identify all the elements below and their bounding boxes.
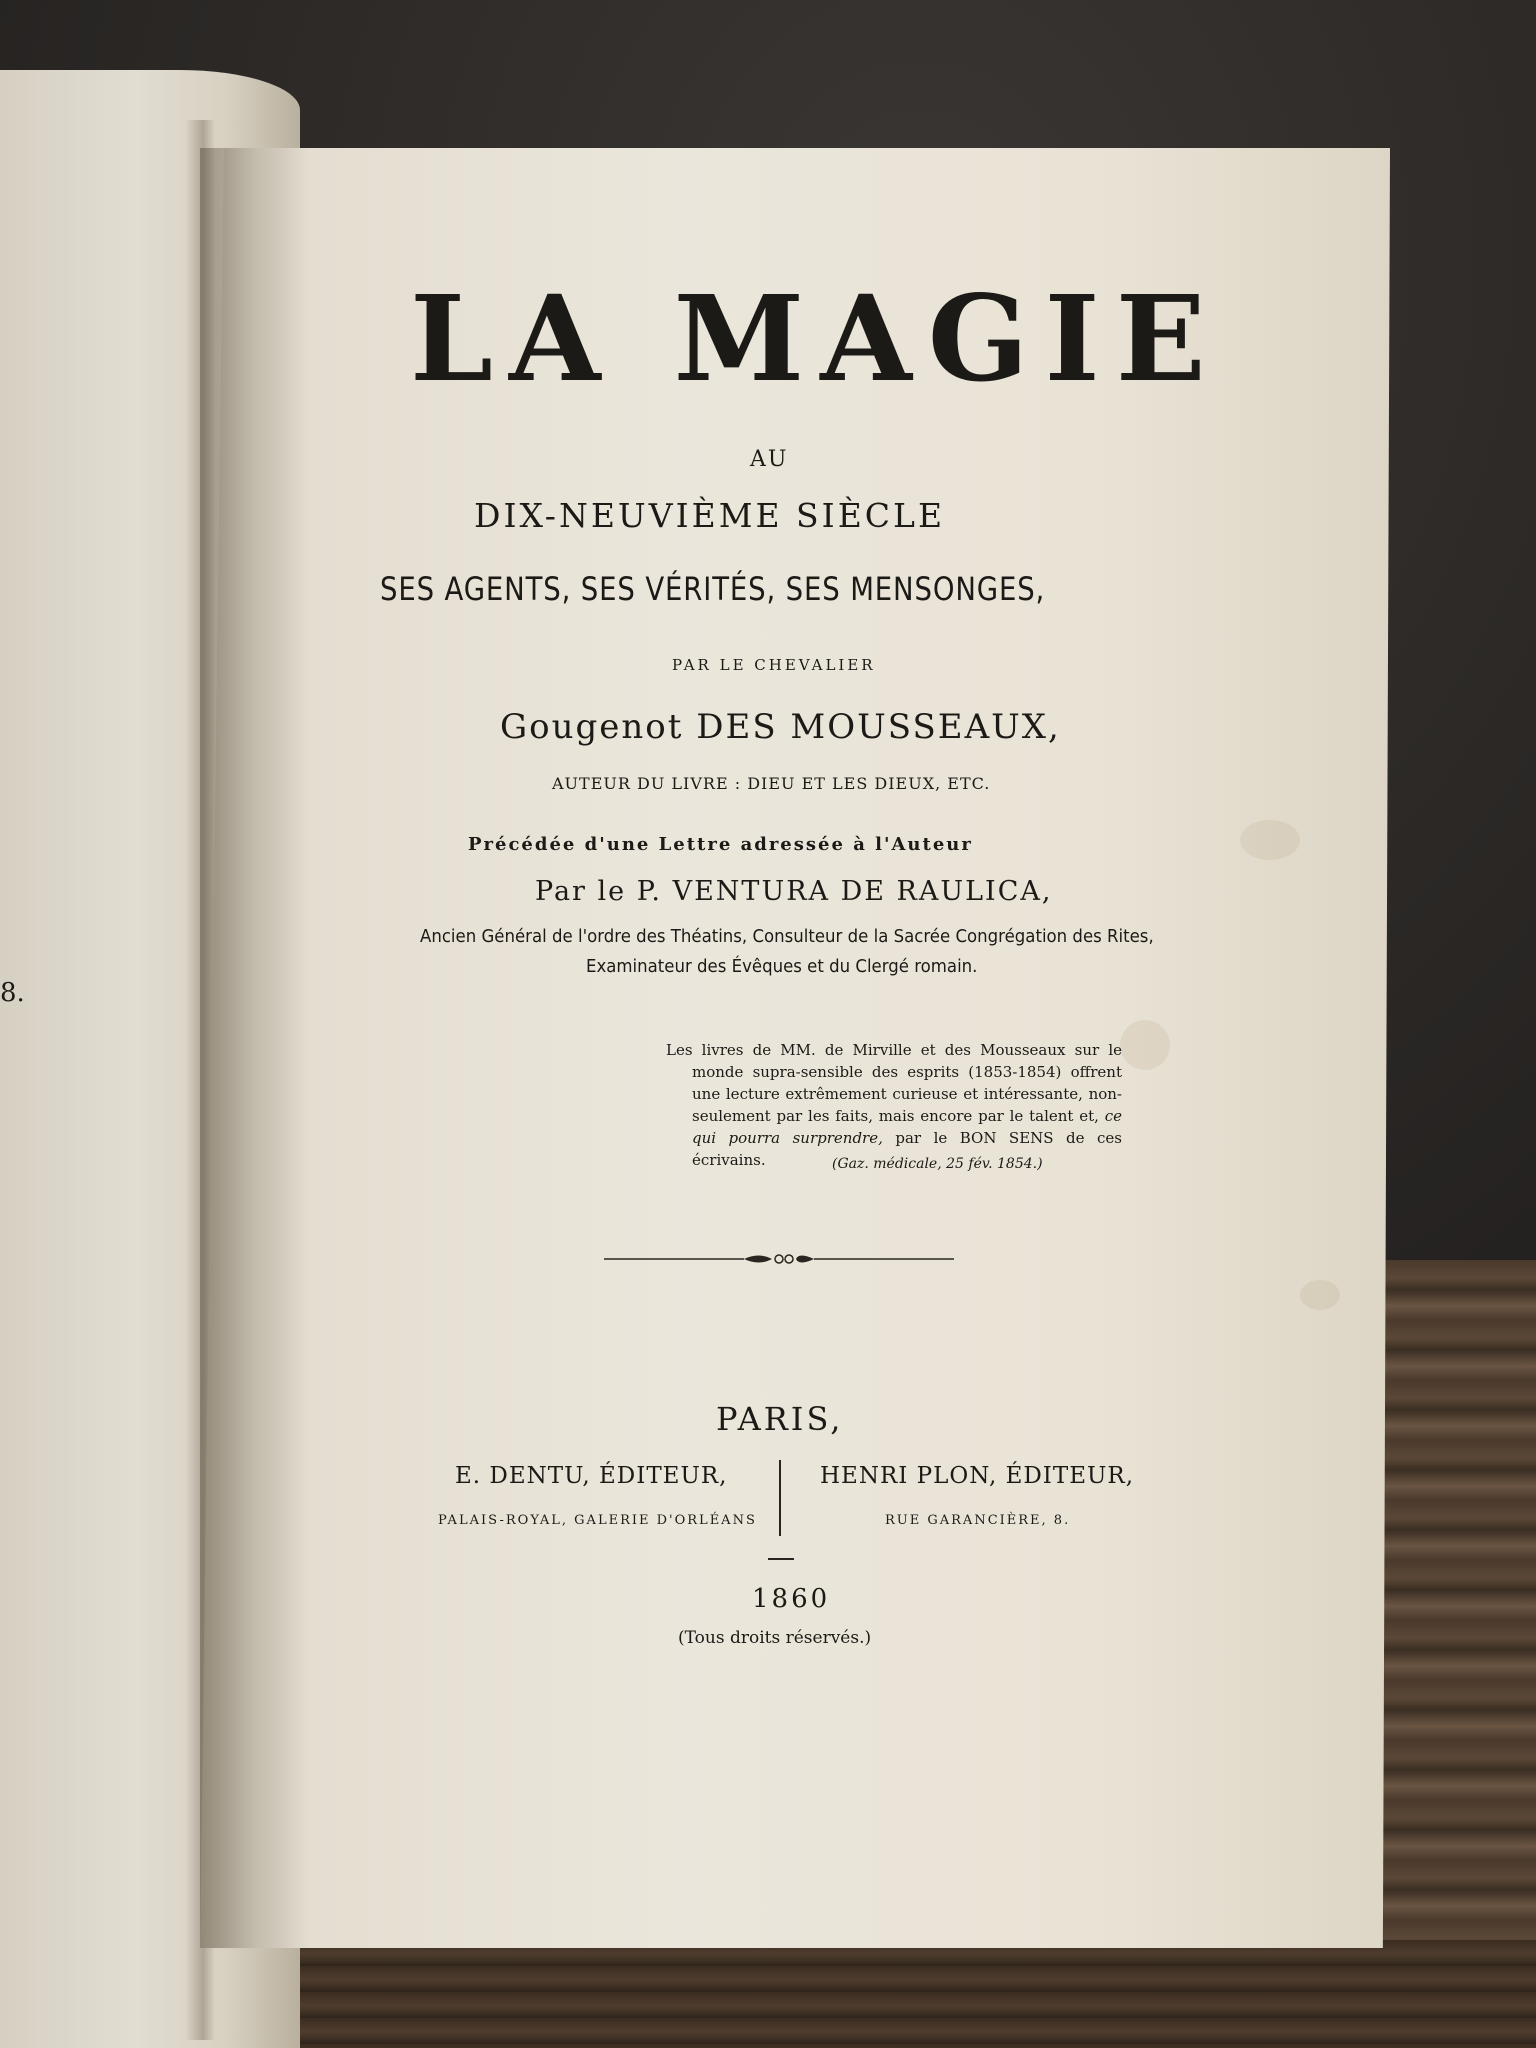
author-name: Gougenot DES MOUSSEAUX,	[500, 707, 1061, 747]
imprint-city: PARIS,	[716, 1400, 844, 1438]
publisher-left-address: PALAIS-ROYAL, GALERIE D'ORLÉANS	[438, 1513, 757, 1528]
publisher-separator	[779, 1460, 781, 1536]
short-rule	[768, 1558, 794, 1560]
preceded-by: Précédée d'une Lettre adressée à l'Auteur	[468, 834, 973, 855]
publisher-right: HENRI PLON, ÉDITEUR,	[820, 1463, 1135, 1489]
wood-table-bottom	[240, 1940, 1536, 2048]
page-gutter-shadow	[200, 148, 310, 1948]
publisher-right-address: RUE GARANCIÈRE, 8.	[885, 1513, 1071, 1528]
ornament-divider	[604, 1246, 954, 1272]
foxing-stain	[1240, 820, 1300, 860]
subtitle-2: SES AGENTS, SES VÉRITÉS, SES MENSONGES,	[380, 570, 1046, 608]
quote-text-1: Les livres de MM. de Mirville et des Mousseaux sur le monde supra-sensible des esprits (1853-1854) offrent une lecture extrêmement curieuse et intéressante, non-seulement par les faits, mais encore par le talent et,	[666, 1041, 1122, 1125]
letter-author-title-2: Examinateur des Évêques et du Clergé romain.	[586, 956, 978, 977]
foxing-stain	[1120, 1020, 1170, 1070]
by-line: PAR LE CHEVALIER	[672, 656, 876, 674]
publisher-left: E. DENTU, ÉDITEUR,	[455, 1463, 728, 1489]
wood-table-right	[1360, 1260, 1536, 2048]
title-connector: AU	[750, 447, 789, 472]
quote-text-italic: ce qui pourra surprendre,	[692, 1107, 1122, 1147]
left-page-fragment: 8.	[0, 978, 25, 1008]
publication-year: 1860	[752, 1584, 831, 1614]
foxing-stain	[1300, 1280, 1340, 1310]
author-note: AUTEUR DU LIVRE : DIEU ET LES DIEUX, ETC.	[552, 774, 991, 793]
epigraph-quote	[666, 1039, 1122, 1171]
letter-author-title-1: Ancien Général de l'ordre des Théatins, Consulteur de la Sacrée Congrégation des Rites,	[420, 926, 1154, 947]
quote-text-2: par le BON SENS de ces écrivains.	[692, 1129, 1122, 1169]
rights-notice: (Tous droits réservés.)	[678, 1628, 872, 1648]
letter-author: Par le P. VENTURA DE RAULICA,	[535, 876, 1053, 907]
book-title: LA MAGIE	[410, 269, 1222, 408]
quote-source: (Gaz. médicale, 25 fév. 1854.)	[832, 1156, 1043, 1172]
subtitle: DIX-NEUVIÈME SIÈCLE	[474, 496, 946, 535]
